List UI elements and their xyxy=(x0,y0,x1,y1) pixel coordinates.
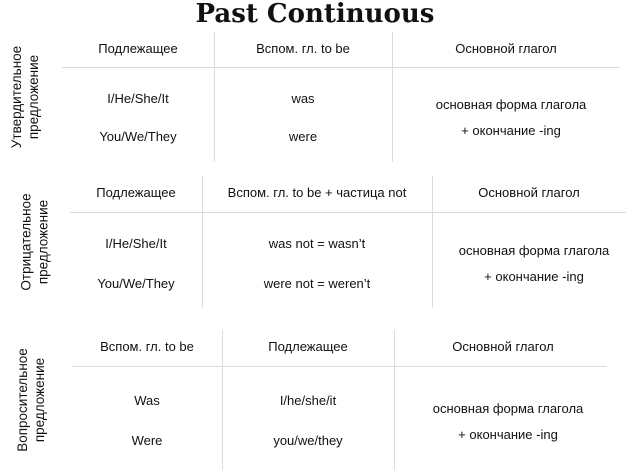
interrogative-label-line-1: Вопросительное xyxy=(15,348,31,452)
main-verb-ending: + окончание -ing xyxy=(461,123,561,138)
subject-singular: I/He/She/It xyxy=(105,236,167,251)
main-verb-cell xyxy=(402,76,620,160)
auxiliary-plural: Were xyxy=(131,433,163,448)
affirmative-section xyxy=(0,32,630,162)
interrogative-label-line-2: предложение xyxy=(32,357,48,443)
header-subject: Подлежащее xyxy=(96,185,176,200)
subject-plural: You/We/They xyxy=(99,129,177,144)
column-divider-2 xyxy=(432,176,433,308)
main-verb-ending: + окончание -ing xyxy=(458,427,558,442)
header-subject: Подлежащее xyxy=(98,41,178,56)
column-divider-1 xyxy=(214,32,215,162)
negative-label-line-1: Отрицательное xyxy=(19,193,34,291)
header-divider xyxy=(70,212,626,213)
subject-plural: You/We/They xyxy=(97,276,175,291)
interrogative-table xyxy=(72,330,612,470)
main-verb-form: основная форма глагола xyxy=(435,97,587,112)
affirmative-table xyxy=(62,32,620,162)
interrogative-label xyxy=(6,330,56,470)
column-divider-2 xyxy=(392,32,393,162)
negative-section xyxy=(0,176,630,308)
main-verb-form: основная форма глагола xyxy=(458,243,610,258)
auxiliary-cell xyxy=(202,222,432,306)
affirmative-label-line-1: Утвердительное xyxy=(9,45,25,149)
header-divider xyxy=(62,67,620,68)
column-divider-2 xyxy=(394,330,395,470)
auxiliary-cell xyxy=(214,76,392,160)
affirmative-label-line-2: предложение xyxy=(26,54,42,140)
negative-label xyxy=(10,176,60,308)
auxiliary-plural: were not = weren’t xyxy=(263,276,371,291)
auxiliary-plural: were xyxy=(288,129,318,144)
subject-plural: you/we/they xyxy=(273,433,343,448)
header-auxiliary: Вспом. гл. to be xyxy=(100,339,194,354)
column-divider-1 xyxy=(222,330,223,470)
negative-table xyxy=(70,176,626,308)
header-auxiliary: Вспом. гл. to be + частица not xyxy=(227,185,407,200)
subject-cell xyxy=(62,76,214,160)
header-main-verb: Основной глагол xyxy=(452,339,554,354)
subject-cell xyxy=(70,222,202,306)
header-auxiliary: Вспом. гл. to be xyxy=(256,41,350,56)
header-main-verb: Основной глагол xyxy=(478,185,580,200)
subject-singular: I/he/she/it xyxy=(279,393,337,408)
header-main-verb: Основной глагол xyxy=(455,41,557,56)
affirmative-label xyxy=(0,32,50,162)
auxiliary-singular: Was xyxy=(134,393,160,408)
main-verb-form: основная форма глагола xyxy=(432,401,584,416)
column-divider-1 xyxy=(202,176,203,308)
main-verb-cell xyxy=(404,380,612,464)
auxiliary-cell xyxy=(72,378,222,464)
header-subject: Подлежащее xyxy=(268,339,348,354)
main-verb-cell xyxy=(442,222,626,306)
header-divider xyxy=(72,366,607,367)
auxiliary-singular: was xyxy=(291,91,315,106)
page-title: Past Continuous xyxy=(195,0,435,29)
subject-cell xyxy=(222,378,394,464)
interrogative-section xyxy=(0,330,630,470)
main-verb-ending: + окончание -ing xyxy=(484,269,584,284)
negative-label-line-2: предложение xyxy=(36,199,51,285)
auxiliary-singular: was not = wasn’t xyxy=(268,236,366,251)
subject-singular: I/He/She/It xyxy=(107,91,169,106)
